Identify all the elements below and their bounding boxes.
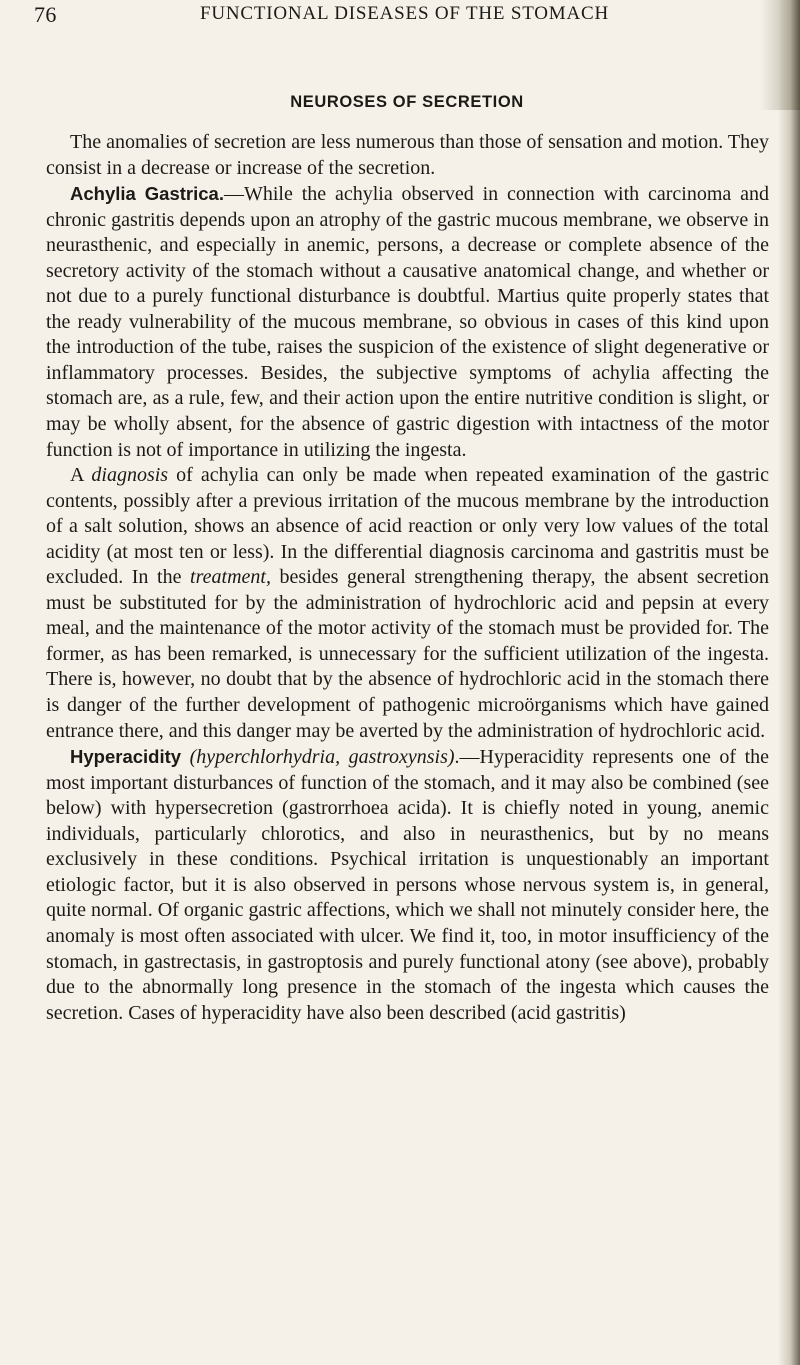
- running-header: [34, 2, 774, 42]
- diagnosis-text: of achylia can only be made when repeated examination of the gastric contents, possibly after a previous irritation of the mucous membrane by the introduction of a salt solution, shows an absence of acid reaction or only very low values of the total acidity (at most ten or less). In the differential diagnosis carcinoma and gastritis must be excluded. In the: [46, 464, 769, 589]
- page-edge-shadow: [778, 0, 800, 1365]
- page-number: 76: [34, 2, 57, 27]
- achylia-paragraph: [46, 181, 769, 463]
- hyperacidity-heading: Hyperacidity: [70, 746, 182, 768]
- diagnosis-paragraph: [46, 463, 769, 744]
- diagnosis-term: diagnosis: [91, 464, 169, 487]
- treatment-term: treatment,: [190, 566, 271, 589]
- running-title: FUNCTIONAL DISEASES OF THE STOMACH: [200, 3, 609, 24]
- achylia-text: —While the achylia observed in connection with carcinoma and chronic gastritis depends upon an atrophy of the gastric mucous membrane, we observe in neurasthenic, and especially in anemic, persons, a decrease or complete absence of the secretory activity of the stomach without a causative anatomical change, and whether or not due to a purely functional disturbance is doubtful. Martius quite properly states that the ready vulnerability of the mucous membrane, so obvious in cases of this kind upon the introduction of the tube, raises the suspicion of the existence of slight degenerative or inflammatory processes. Besides, the subjective symptoms of achylia affecting the stomach are, as a rule, few, and their action upon the entire nutritive condition is slight, or may be wholly absent, for the absence of gastric digestion with intactness of the motor function is not of importance in utilizing the ingesta.: [46, 183, 769, 461]
- intro-paragraph: The anomalies of secretion are less numerous than those of sensation and motion. They consist in a decrease or increase of the secretion.: [46, 131, 769, 179]
- hyperacidity-synonyms: (hyperchlorhydria, gastroxynsis): [189, 746, 455, 769]
- hyperacidity-text: .—Hyperacidity represents one of the most important disturbances of function of the stomach, and it may also be combined (see below) with hypersecretion (gastrorrhoea acida). It is chiefly noted in young, anemic individuals, particularly chlorotics, and also in neurasthenics, but by no means exclusively in these conditions. Psychical irritation is unquestionably an important etiologic factor, but it is also observed in persons whose nervous system is, in general, quite normal. Of organic gastric affections, which we shall not minutely consider here, the anomaly is most often associated with ulcer. We find it, too, in motor insufficiency of the stomach, in gastrectasis, in gastroptosis and purely functional atony (see above), probably due to the abnormally long presence in the stomach of the ingesta which causes the secretion. Cases of hyperacidity have also been described (acid gastritis): [46, 746, 769, 1024]
- hyperacidity-paragraph: [46, 744, 769, 1026]
- achylia-heading: Achylia Gastrica.: [70, 183, 224, 205]
- body-text: [46, 130, 769, 1026]
- treatment-text: besides general strengthening therapy, the absent secretion must be substituted for by the administration of hydrochloric acid and pepsin at every meal, and the maintenance of the motor activity of the stomach must be provided for. The former, as has been remarked, is unnecessary for the sufficient utilization of the ingesta. There is, however, no doubt that by the absence of hydrochloric acid in the stomach there is danger of the further development of pathogenic microörganisms which have gained entrance there, and this danger may be averted by the administration of hydrochloric acid.: [46, 566, 770, 742]
- section-heading: NEUROSES OF SECRETION: [290, 93, 524, 111]
- diagnosis-lead: A: [70, 464, 92, 487]
